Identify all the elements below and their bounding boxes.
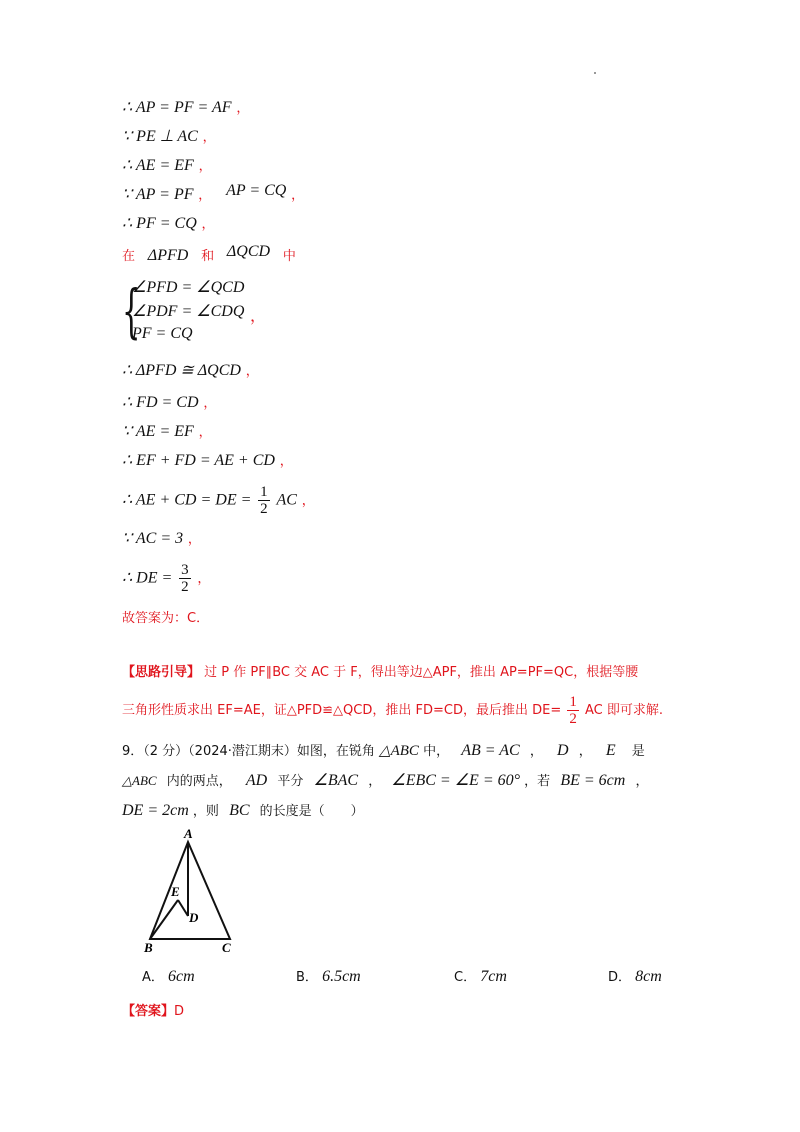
label-e: E [171,884,180,899]
option-d[interactable] [608,966,662,986]
option-label: C． [454,970,477,985]
page-dot [594,72,596,74]
q-math: BC [229,802,250,819]
comma: ， [202,130,216,145]
q-sep: ， [635,774,649,789]
math: ∴ AP = PF = AF [122,99,232,116]
proof-line-4 [122,184,304,206]
denominator: 2 [569,711,577,727]
comma: ， [301,493,315,509]
math: ∴ EF + FD = AE + CD [122,452,275,469]
proof-line-10 [122,421,212,443]
guide-fraction [567,694,579,727]
proof-line-5 [122,213,215,235]
math: ∴ DE = [122,569,173,587]
math: ∴ ΔPFD ≅ ΔQCD [122,362,241,379]
question-line-1 [122,740,645,760]
comma: ， [201,217,215,232]
label-d: D [189,910,199,925]
q-math: AB = AC [461,742,520,759]
option-label: D． [608,970,632,985]
proof-line-13 [122,528,201,550]
q-math: E [605,742,616,759]
option-c[interactable] [454,966,507,986]
triangle-1: ΔPFD [147,247,189,264]
math: ∵ AC = 3 [122,530,184,547]
guide-line-1 [122,661,638,680]
math: ∴ PF = CQ [122,215,197,232]
q-text: 9．（2 分）（2024·潜江期末）如图，在锐角 [122,744,375,759]
and-text: 和 [201,249,215,264]
comma2: ， [291,188,305,203]
proof-line-8 [122,360,259,382]
comma: ， [245,364,259,379]
comma: ， [198,188,212,203]
q-math: BE = 6cm [560,772,626,789]
pre-text: 在 [122,249,136,264]
comma: ， [203,396,217,411]
math: ∵ AE = EF [122,423,194,440]
guide-text-2b: AC 即可求解. [585,703,664,718]
math: ∴ FD = CD [122,394,199,411]
proof-line-14 [122,562,210,595]
numerator: 3 [181,562,189,578]
q-sep: ， [578,744,592,759]
math-tail: AC [276,491,297,509]
answer-row [122,1000,184,1019]
q-text: ，若 [524,774,551,789]
triangle-figure [140,826,250,956]
comma: ， [198,159,212,174]
label-b: B [144,940,153,955]
q-text: 是 [631,744,645,759]
triangle-2: ΔQCD [226,243,271,260]
comma: ， [236,101,250,116]
option-value: 6cm [168,968,195,985]
q-sep: ， [529,744,543,759]
comma: ， [279,454,293,469]
numerator: 1 [569,694,577,710]
left-brace: { [122,277,141,345]
line-ed [178,900,188,916]
q-math: D [557,742,569,759]
option-a[interactable] [142,966,195,986]
q-text: 的长度是（ ） [259,804,364,819]
answer-tag: 【答案】 [122,1004,175,1019]
math: ∵ AP = PF [122,186,194,203]
question-line-3 [122,800,364,820]
post-text: 中 [282,249,296,264]
label-c: C [222,940,231,955]
q-text: 中， [423,744,450,759]
proof-line-12 [122,484,315,517]
option-value: 8cm [635,968,662,985]
system-row-1: ∠PFD = ∠QCD [132,279,245,296]
answer-value: D [174,1004,185,1019]
q-math: ∠BAC [313,772,359,789]
system-row-3: PF = CQ [132,325,193,342]
label-a: A [184,826,193,841]
q-triangle: △ABC [379,743,419,759]
q-text: ，则 [192,804,219,819]
denominator: 2 [260,501,268,517]
guide-text-2a: 三角形性质求出 EF=AE，证△PFD≌△QCD，推出 FD=CD，最后推出 DE= [122,703,562,718]
math2: AP = CQ [226,182,287,199]
math: ∵ PE ⊥ AC [122,128,198,145]
comma: ， [187,532,201,547]
system-row-2: ∠PDF = ∠CDQ [132,303,245,320]
proof-line-2 [122,126,216,148]
proof-line-9 [122,392,216,414]
guide-tag: 【思路引导】 [122,665,201,680]
option-value: 7cm [480,968,507,985]
q-sep: ， [368,774,382,789]
guide-line-2 [122,694,663,727]
math: ∴ AE + CD = DE = [122,491,252,509]
denominator: 2 [181,579,189,595]
q-triangle: △ABC [122,773,157,788]
q-math: DE = 2cm [122,802,189,819]
guide-text-1: 过 P 作 PF∥BC 交 AC 于 F，得出等边△APF，推出 AP=PF=QC，根据等腰 [204,665,639,680]
proof-line-1 [122,97,249,119]
proof-line-11 [122,450,293,472]
proof-line-3 [122,155,212,177]
option-label: B． [296,970,318,985]
question-line-2 [122,770,648,790]
option-b[interactable] [296,966,361,986]
answer-line: 故答案为：C． [122,611,210,626]
math: ∴ AE = EF [122,157,194,174]
numerator: 1 [260,484,268,500]
fraction-half [258,484,270,517]
system-comma: ， [250,308,267,325]
comma: ， [198,425,212,440]
comma: ， [197,571,211,587]
option-value: 6.5cm [322,968,361,985]
q-text: 平分 [277,774,304,789]
q-math: ∠EBC = ∠E = 60° [391,772,521,789]
option-label: A． [142,970,164,985]
fraction-three-halves [179,562,191,595]
proof-line-6 [122,245,296,267]
q-math: AD [245,772,268,789]
q-text: 内的两点， [166,774,232,789]
